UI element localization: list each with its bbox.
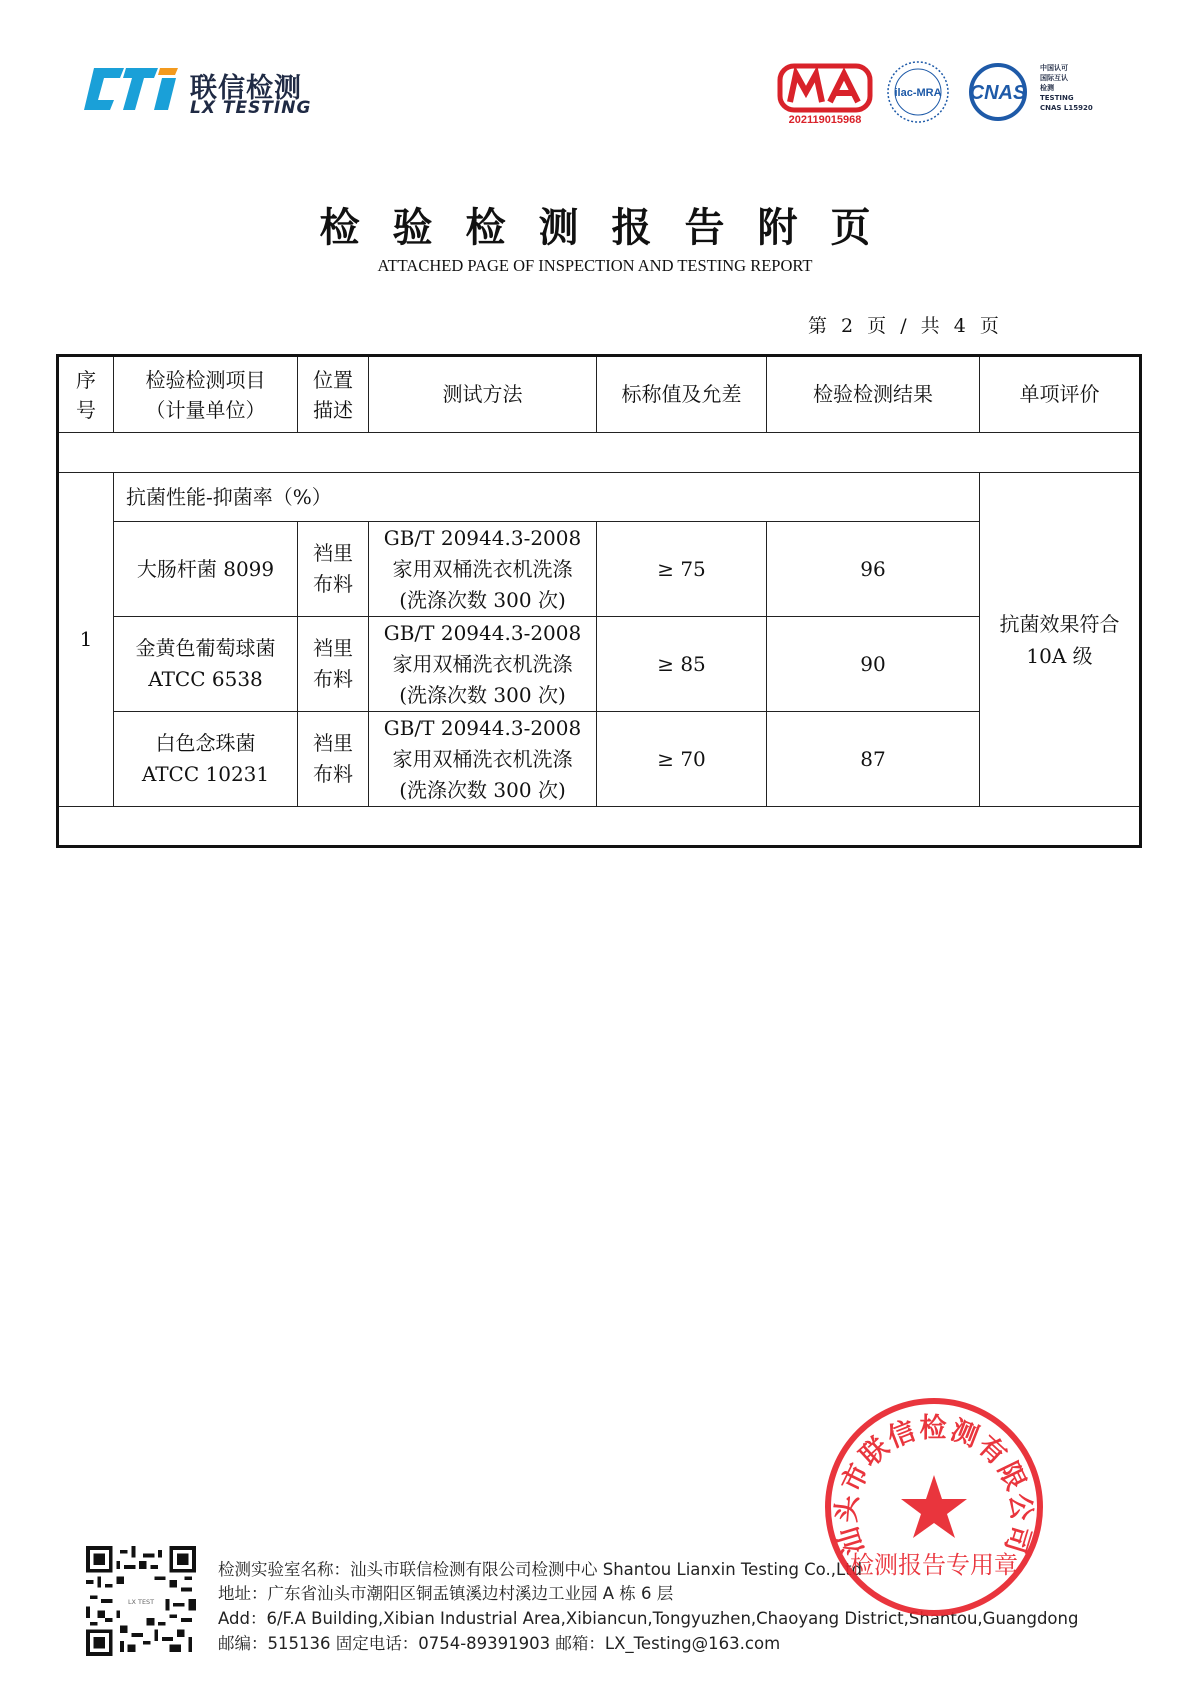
position-cell: 裆里布料	[298, 617, 369, 712]
row-seq: 1	[58, 473, 114, 807]
table-spacer-row	[58, 807, 1141, 847]
header-item: 检验检测项目（计量单位）	[114, 356, 298, 433]
cnas-accreditation-text: 中国认可 国际互认 检测 TESTING CNAS L15920	[1040, 64, 1093, 112]
page-subtitle: ATTACHED PAGE OF INSPECTION AND TESTING REPORT	[377, 256, 813, 275]
ilac-mra-icon	[886, 60, 950, 124]
header-position: 位置描述	[298, 356, 369, 433]
cma-number: 202119015968	[788, 114, 862, 126]
footer-contact: 邮编：515136 固定电话：0754-89391903 邮箱：LX_Testing@163.com	[218, 1634, 781, 1653]
page-indicator: 第 2 页 / 共 4 页	[808, 315, 1003, 337]
table-row	[58, 617, 1141, 712]
test-item: 白色念珠菌 ATCC 10231	[114, 712, 298, 807]
test-item: 大肠杆菌 8099	[114, 522, 298, 617]
standard-cell: ≥ 85	[597, 617, 767, 712]
cnas-icon	[962, 62, 1034, 122]
result-cell: 90	[767, 617, 980, 712]
logo-chinese-name: 联信检测	[190, 73, 302, 104]
svg-text:CNAS: CNAS	[969, 82, 1027, 104]
cma-mark-icon	[776, 62, 874, 126]
method-cell: GB/T 20944.3-2008 家用双桶洗衣机洗涤 (洗涤次数 300 次)	[369, 617, 597, 712]
lx-logo-icon	[80, 64, 180, 114]
table-row	[58, 522, 1141, 617]
header-seq: 序号	[58, 356, 114, 433]
table-row	[58, 473, 1141, 522]
result-cell: 96	[767, 522, 980, 617]
results-table	[56, 354, 1142, 848]
footer-address-en: Add：6/F.A Building,Xibian Industrial Area,Xibiancun,Tongyuzhen,Chaoyang District,Shantou,Guangdong	[218, 1609, 1079, 1628]
seal-bottom-text: 检测报告专用章	[850, 1551, 1018, 1579]
evaluation-cell: 抗菌效果符合10A 级	[980, 473, 1141, 807]
result-cell: 87	[767, 712, 980, 807]
test-category: 抗菌性能-抑菌率（%）	[114, 473, 980, 522]
footer-lab-name: 检测实验室名称：汕头市联信检测有限公司检测中心 Shantou Lianxin Testing Co.,Ltd	[218, 1560, 863, 1579]
header-standard: 标称值及允差	[597, 356, 767, 433]
header-method: 测试方法	[369, 356, 597, 433]
logo-english-name: LX TESTING	[190, 98, 312, 118]
table-row	[58, 712, 1141, 807]
svg-text:LX TEST: LX TEST	[127, 1598, 155, 1607]
footer-address-cn: 地址：广东省汕头市潮阳区铜盂镇溪边村溪边工业园 A 栋 6 层	[218, 1584, 674, 1603]
table-spacer-row	[58, 433, 1141, 473]
seal-company-name: 汕头市联信检测有限公司	[831, 1413, 1037, 1559]
standard-cell: ≥ 70	[597, 712, 767, 807]
method-cell: GB/T 20944.3-2008 家用双桶洗衣机洗涤 (洗涤次数 300 次)	[369, 712, 597, 807]
position-cell: 裆里布料	[298, 522, 369, 617]
header-evaluation: 单项评价	[980, 356, 1141, 433]
header-result: 检验检测结果	[767, 356, 980, 433]
standard-cell: ≥ 75	[597, 522, 767, 617]
svg-text:ilac-MRA: ilac-MRA	[894, 87, 942, 99]
position-cell: 裆里布料	[298, 712, 369, 807]
table-header-row	[58, 356, 1141, 433]
company-seal-icon	[822, 1395, 1046, 1619]
page-title: 检验检测报告附页	[319, 204, 904, 251]
qr-code-icon	[86, 1546, 196, 1656]
test-item: 金黄色葡萄球菌 ATCC 6538	[114, 617, 298, 712]
method-cell: GB/T 20944.3-2008 家用双桶洗衣机洗涤 (洗涤次数 300 次)	[369, 522, 597, 617]
